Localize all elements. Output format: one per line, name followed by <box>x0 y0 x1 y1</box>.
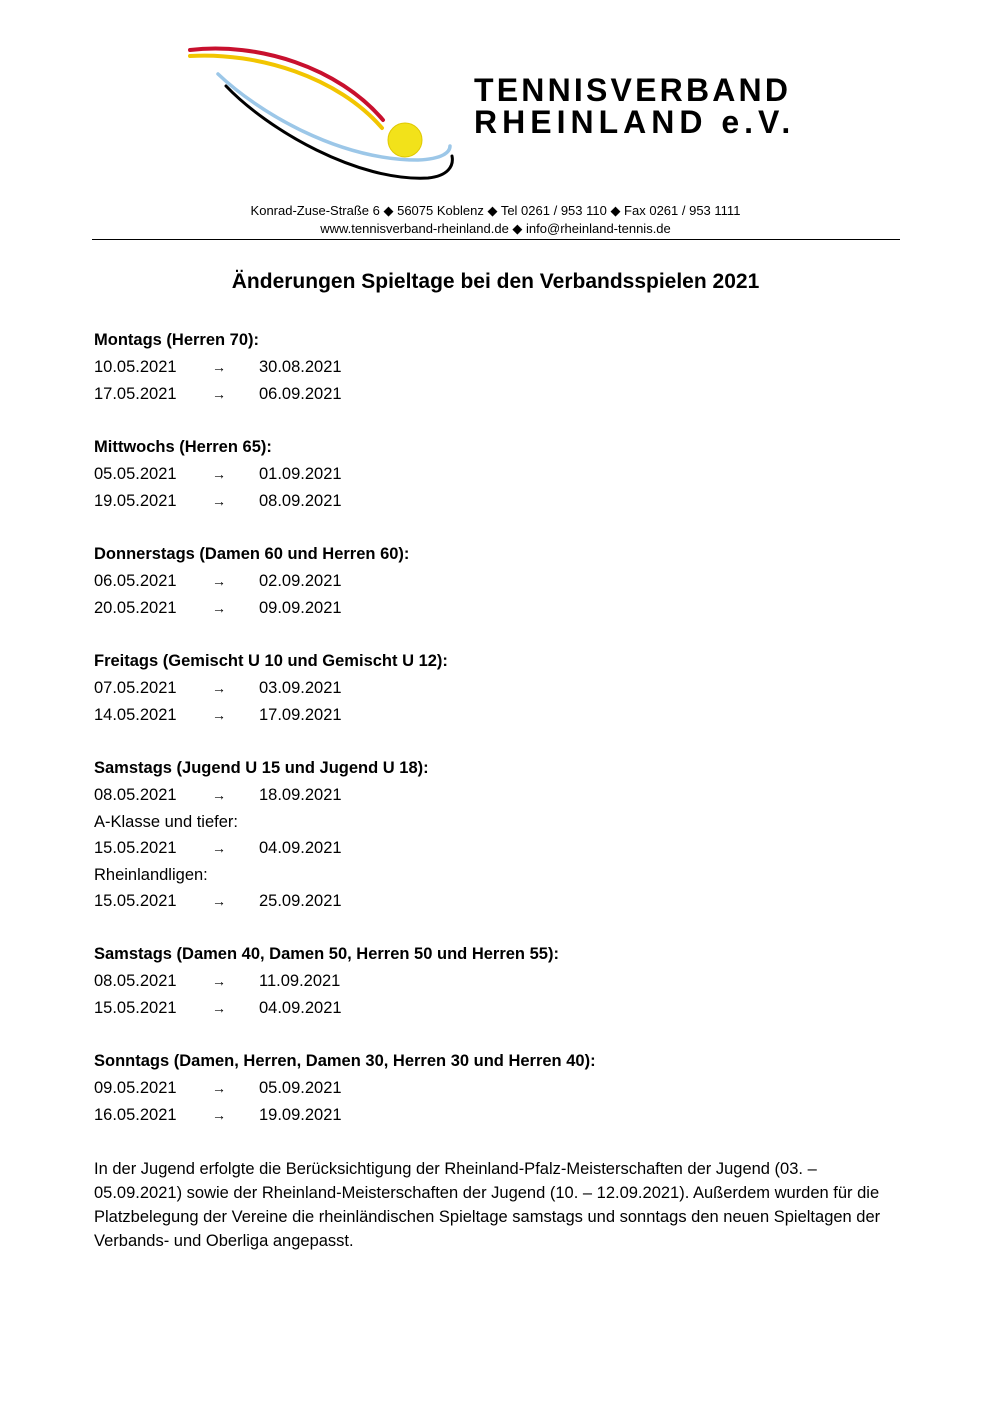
date-change-row <box>94 677 902 704</box>
new-date: 05.09.2021 <box>259 1079 342 1097</box>
arrow-right-icon: → <box>212 600 226 616</box>
arrow-right-icon: → <box>212 493 226 509</box>
new-date: 11.09.2021 <box>259 972 341 990</box>
date-change-row <box>94 837 902 864</box>
date-change-row <box>94 463 902 490</box>
date-change-row <box>94 704 902 731</box>
old-date: 07.05.2021 <box>94 679 177 697</box>
section-samstags-senioren <box>94 943 902 1024</box>
header-divider <box>92 239 900 240</box>
section-montags <box>94 329 902 410</box>
section-heading: Sonntags (Damen, Herren, Damen 30, Herren 30 und Herren 40): <box>94 1052 596 1070</box>
new-date: 09.09.2021 <box>259 599 342 617</box>
contact-address: Konrad-Zuse-Straße 6 ◆ 56075 Koblenz ◆ Tel 0261 / 953 110 ◆ Fax 0261 / 953 1111 <box>250 203 741 218</box>
date-change-row <box>94 970 902 997</box>
org-name <box>474 74 795 138</box>
new-date: 02.09.2021 <box>259 572 342 590</box>
new-date: 08.09.2021 <box>259 492 342 510</box>
arrow-right-icon: → <box>212 386 226 402</box>
date-change-row <box>94 356 902 383</box>
new-date: 04.09.2021 <box>259 839 342 857</box>
old-date: 05.05.2021 <box>94 465 177 483</box>
old-date: 16.05.2021 <box>94 1106 177 1124</box>
tennis-ball-swoosh-logo-icon <box>188 42 458 190</box>
date-change-row <box>94 597 902 624</box>
section-sonntags <box>94 1050 902 1131</box>
old-date: 20.05.2021 <box>94 599 177 617</box>
section-heading: Samstags (Damen 40, Damen 50, Herren 50 und Herren 55): <box>94 945 559 963</box>
old-date: 06.05.2021 <box>94 572 177 590</box>
section-heading: Montags (Herren 70): <box>94 331 260 349</box>
section-heading: Samstags (Jugend U 15 und Jugend U 18): <box>94 759 429 777</box>
old-date: 10.05.2021 <box>94 358 177 376</box>
arrow-right-icon: → <box>212 359 226 375</box>
old-date: 15.05.2021 <box>94 892 177 910</box>
closing-note: In der Jugend erfolgte die Berücksichtigung der Rheinland-Pfalz-Meisterschaften der Jugend (03. – 05.09.2021) sowie der Rheinland-Meisterschaften der Jugend (10. – 12.09.2021). Außerdem wurden für die Platzbelegung der Vereine die rheinländischen Spieltage samstags und sonntags den neuen Spieltagen der Verbands- und Oberliga angepasst. <box>94 1160 881 1250</box>
old-date: 08.05.2021 <box>94 786 177 804</box>
new-date: 04.09.2021 <box>259 999 342 1017</box>
old-date: 08.05.2021 <box>94 972 177 990</box>
arrow-right-icon: → <box>212 573 226 589</box>
date-change-row <box>94 1104 902 1131</box>
date-change-row <box>94 890 902 917</box>
contact-web-email: www.tennisverband-rheinland.de ◆ info@rheinland-tennis.de <box>320 221 671 236</box>
date-change-row <box>94 490 902 517</box>
date-change-row <box>94 784 902 811</box>
arrow-right-icon: → <box>212 680 226 696</box>
new-date: 01.09.2021 <box>259 465 342 483</box>
arrow-right-icon: → <box>212 1000 226 1016</box>
page-title: Änderungen Spieltage bei den Verbandsspielen 2021 <box>231 270 760 293</box>
new-date: 06.09.2021 <box>259 385 342 403</box>
arrow-right-icon: → <box>212 787 226 803</box>
date-change-row <box>94 1077 902 1104</box>
date-change-row <box>94 570 902 597</box>
date-change-row <box>94 997 902 1024</box>
section-freitags <box>94 650 902 731</box>
schedule-changes <box>94 329 902 1253</box>
subgroup-label: Rheinlandligen: <box>94 866 208 884</box>
new-date: 17.09.2021 <box>259 706 342 724</box>
org-name-line1: TENNISVERBAND <box>474 72 792 108</box>
section-samstags-jugend <box>94 757 902 917</box>
new-date: 03.09.2021 <box>259 679 342 697</box>
old-date: 15.05.2021 <box>94 839 177 857</box>
new-date: 18.09.2021 <box>259 786 342 804</box>
section-donnerstags <box>94 543 902 624</box>
old-date: 15.05.2021 <box>94 999 177 1017</box>
arrow-right-icon: → <box>212 973 226 989</box>
arrow-right-icon: → <box>212 893 226 909</box>
arrow-right-icon: → <box>212 1107 226 1123</box>
new-date: 30.08.2021 <box>259 358 342 376</box>
old-date: 17.05.2021 <box>94 385 177 403</box>
old-date: 19.05.2021 <box>94 492 177 510</box>
arrow-right-icon: → <box>212 466 226 482</box>
section-mittwochs <box>94 436 902 517</box>
old-date: 09.05.2021 <box>94 1079 177 1097</box>
arrow-right-icon: → <box>212 1080 226 1096</box>
arrow-right-icon: → <box>212 840 226 856</box>
section-heading: Donnerstags (Damen 60 und Herren 60): <box>94 545 410 563</box>
section-heading: Freitags (Gemischt U 10 und Gemischt U 12): <box>94 652 448 670</box>
subgroup-label: A-Klasse und tiefer: <box>94 813 238 831</box>
new-date: 25.09.2021 <box>259 892 342 910</box>
org-name-line2: RHEINLAND e.V. <box>474 104 796 140</box>
new-date: 19.09.2021 <box>259 1106 342 1124</box>
arrow-right-icon: → <box>212 707 226 723</box>
section-heading: Mittwochs (Herren 65): <box>94 438 272 456</box>
old-date: 14.05.2021 <box>94 706 177 724</box>
date-change-row <box>94 383 902 410</box>
